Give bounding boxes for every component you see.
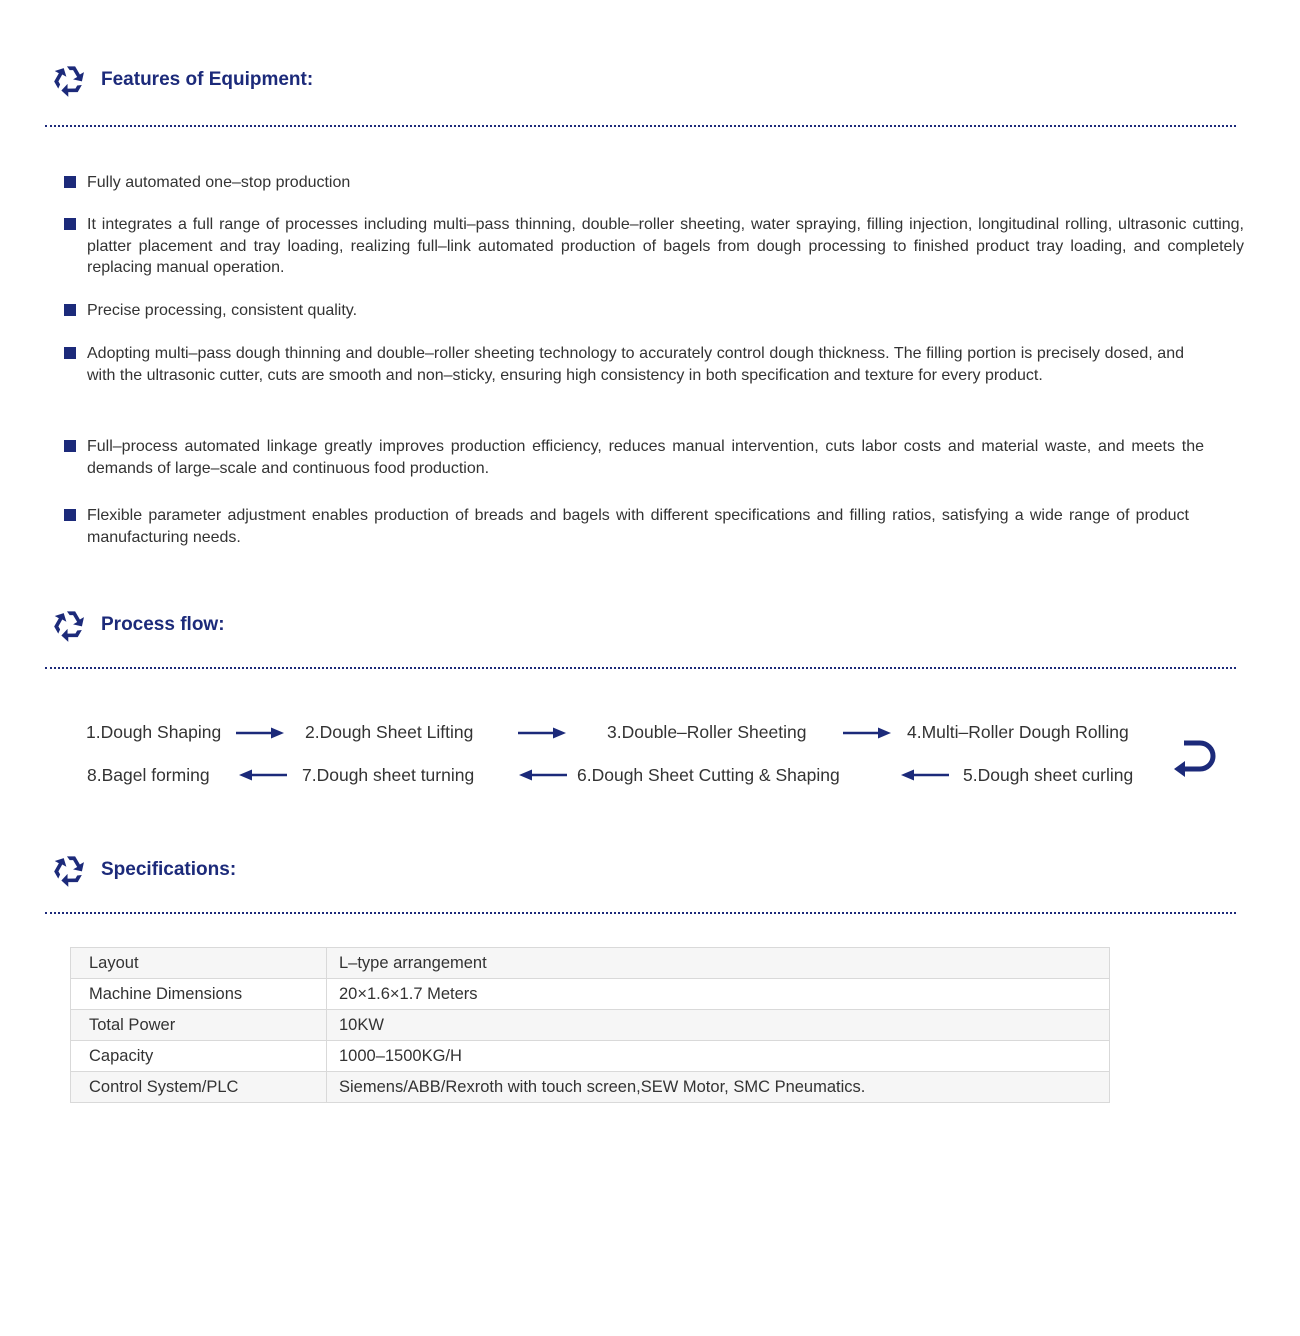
feature-text: Precise processing, consistent quality. — [87, 302, 358, 319]
recycle-icon — [52, 853, 86, 887]
specifications-table — [70, 947, 1110, 1103]
feature-item — [64, 172, 1244, 194]
feature-item — [64, 505, 1189, 548]
feature-text: Full–process automated linkage greatly improves production efficiency, reduces manual intervention, cuts labor costs and material waste, and meets the demands of large–scale and continuous food production. — [87, 438, 1204, 477]
spec-key: Capacity — [71, 1041, 327, 1072]
flow-step: 3.Double–Roller Sheeting — [607, 722, 807, 742]
flow-step: 5.Dough sheet curling — [963, 765, 1134, 785]
section-header-process — [52, 608, 225, 642]
flow-step: 1.Dough Shaping — [86, 722, 222, 742]
bullet-square-icon — [64, 304, 76, 316]
table-row — [71, 948, 1110, 979]
spec-value: L–type arrangement — [327, 948, 1110, 979]
spec-value: 20×1.6×1.7 Meters — [327, 979, 1110, 1010]
recycle-icon — [52, 608, 86, 642]
section-header-specs — [52, 853, 236, 887]
spec-key: Total Power — [71, 1010, 327, 1041]
arrow-right-icon — [517, 727, 567, 739]
bullet-square-icon — [64, 176, 76, 188]
feature-text: Adopting multi–pass dough thinning and double–roller sheeting technology to accurately control dough thickness. The filling portion is precisely dosed, and with the ultrasonic cutter, cuts are smooth and non–sticky, ensuring high consistency in both specification and texture for every product. — [87, 345, 1184, 384]
spec-value: Siemens/ABB/Rexroth with touch screen,SEW Motor, SMC Pneumatics. — [327, 1072, 1110, 1103]
spec-value: 1000–1500KG/H — [327, 1041, 1110, 1072]
arrow-right-icon — [842, 727, 892, 739]
flow-step: 4.Multi–Roller Dough Rolling — [907, 722, 1129, 742]
u-turn-arrow-icon — [1172, 737, 1218, 779]
flow-step: 8.Bagel forming — [87, 765, 210, 785]
spec-key: Layout — [71, 948, 327, 979]
section-divider — [45, 912, 1236, 914]
table-row — [71, 1072, 1110, 1103]
bullet-square-icon — [64, 509, 76, 521]
flow-step: 6.Dough Sheet Cutting & Shaping — [577, 765, 840, 785]
feature-item — [64, 343, 1184, 386]
flow-step: 2.Dough Sheet Lifting — [305, 722, 474, 742]
feature-text: Fully automated one–stop production — [87, 174, 351, 191]
arrow-left-icon — [238, 769, 288, 781]
section-title: Process flow: — [101, 614, 225, 635]
section-divider — [45, 125, 1236, 127]
arrow-left-icon — [900, 769, 950, 781]
flow-step: 7.Dough sheet turning — [302, 765, 475, 785]
feature-text: Flexible parameter adjustment enables production of breads and bagels with different specifications and filling ratios, satisfying a wide range of product manufacturing needs. — [87, 507, 1189, 546]
arrow-right-icon — [235, 727, 285, 739]
bullet-square-icon — [64, 440, 76, 452]
spec-key: Machine Dimensions — [71, 979, 327, 1010]
bullet-square-icon — [64, 218, 76, 230]
section-title: Features of Equipment: — [101, 69, 314, 90]
table-row — [71, 1041, 1110, 1072]
feature-item — [64, 436, 1204, 479]
table-row — [71, 979, 1110, 1010]
section-divider — [45, 667, 1236, 669]
section-title: Specifications: — [101, 859, 237, 880]
recycle-icon — [52, 63, 86, 97]
spec-key: Control System/PLC — [71, 1072, 327, 1103]
arrow-left-icon — [518, 769, 568, 781]
feature-item — [64, 214, 1244, 279]
spec-value: 10KW — [327, 1010, 1110, 1041]
feature-item — [64, 300, 1244, 322]
bullet-square-icon — [64, 347, 76, 359]
table-row — [71, 1010, 1110, 1041]
feature-text: It integrates a full range of processes including multi–pass thinning, double–roller sheeting, water spraying, filling injection, longitudinal rolling, ultrasonic cutting, platter placement and tray loading, realizing full–link automated production of bagels from dough processing to finished product tray loading, and completely replacing manual operation. — [87, 216, 1244, 276]
section-header-features — [52, 63, 313, 97]
